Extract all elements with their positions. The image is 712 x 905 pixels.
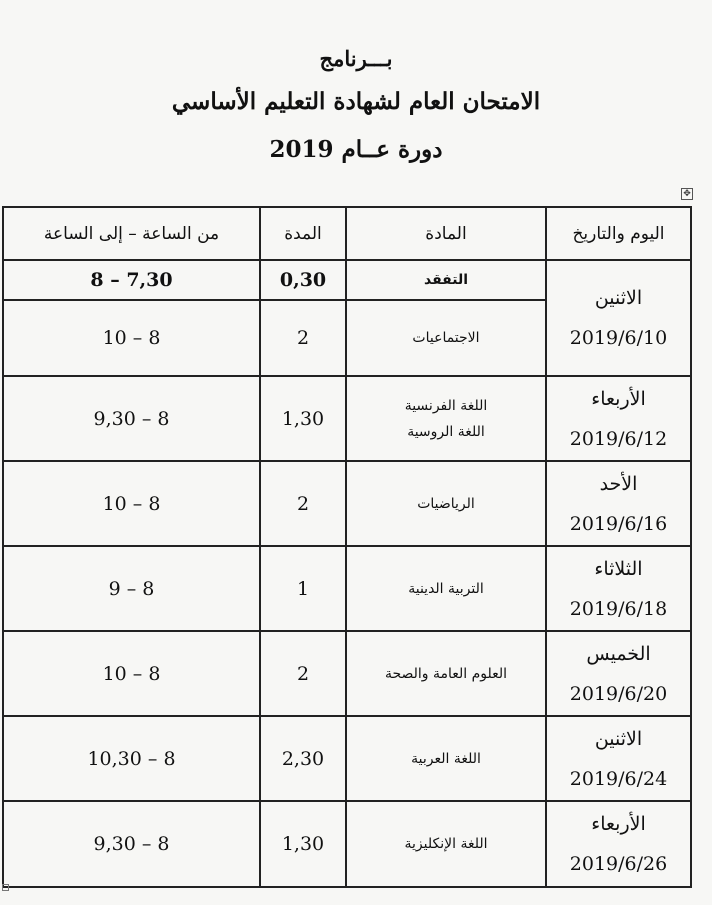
header-day-date: اليوم والتاريخ (546, 207, 691, 260)
subject-cell: الاجتماعيات (346, 300, 546, 376)
day-date-cell (546, 260, 691, 376)
day-name: الثلاثاء (594, 557, 643, 580)
duration-cell: 1,30 (260, 376, 346, 461)
table-row (3, 260, 691, 300)
duration-cell: 0,30 (260, 260, 346, 300)
table-header-row (3, 207, 691, 260)
exam-date: 2019/6/12 (569, 427, 668, 450)
day-name: الاثنين (594, 727, 643, 750)
exam-date: 2019/6/18 (569, 597, 668, 620)
duration-cell: 1,30 (260, 801, 346, 887)
duration-cell: 2 (260, 300, 346, 376)
subject-cell: التربية الدينية (346, 546, 546, 631)
time-cell: 10,30 – 8 (3, 716, 260, 801)
day-date-cell (546, 376, 691, 461)
time-cell: 9 – 8 (3, 546, 260, 631)
duration-cell: 2 (260, 631, 346, 716)
exam-date: 2019/6/24 (569, 767, 668, 790)
duration-cell: 2 (260, 461, 346, 546)
duration-cell: 2,30 (260, 716, 346, 801)
exam-date: 2019/6/10 (569, 327, 668, 349)
day-date-cell (546, 546, 691, 631)
day-date-cell (546, 631, 691, 716)
time-cell: 10 – 8 (3, 300, 260, 376)
table-row (3, 716, 691, 801)
table-resize-handle[interactable] (2, 884, 9, 891)
duration-cell: 1 (260, 546, 346, 631)
time-cell: 8 – 7,30 (3, 260, 260, 300)
exam-date: 2019/6/20 (569, 682, 668, 705)
day-date-cell (546, 716, 691, 801)
program-title: بـــرنامج (319, 46, 393, 71)
header-time: من الساعة – إلى الساعة (3, 207, 260, 260)
table-row (3, 631, 691, 716)
table-row (3, 801, 691, 887)
exam-title: الامتحان العام لشهادة التعليم الأساسي (171, 88, 541, 115)
header-subject: المادة (346, 207, 546, 260)
day-name: الخميس (586, 642, 651, 665)
day-name: الاثنين (594, 287, 643, 309)
day-name: الأربعاء (591, 387, 646, 410)
subject-cell (346, 376, 546, 461)
day-name: الأحد (599, 472, 638, 495)
time-cell: 9,30 – 8 (3, 801, 260, 887)
exam-date: 2019/6/16 (569, 512, 668, 535)
session-title: دورة عــام 2019 (269, 136, 443, 163)
subject-cell: الرياضيات (346, 461, 546, 546)
subject-cell: اللغة الإنكليزية (346, 801, 546, 887)
day-name: الأربعاء (591, 813, 646, 835)
table-row (3, 546, 691, 631)
exam-date: 2019/6/26 (569, 853, 668, 875)
day-date-cell (546, 801, 691, 887)
table-row (3, 461, 691, 546)
time-cell: 10 – 8 (3, 461, 260, 546)
time-cell: 10 – 8 (3, 631, 260, 716)
subject-cell: العلوم العامة والصحة (346, 631, 546, 716)
header-duration: المدة (260, 207, 346, 260)
table-row (3, 376, 691, 461)
table-move-handle-icon[interactable]: ✥ (681, 188, 693, 200)
subject-cell: التفقد (346, 260, 546, 300)
time-cell: 9,30 – 8 (3, 376, 260, 461)
subject-cell: اللغة العربية (346, 716, 546, 801)
day-date-cell (546, 461, 691, 546)
subject-line: اللغة الروسية (407, 423, 485, 440)
exam-schedule-table (2, 206, 692, 888)
subject-line: اللغة الفرنسية (404, 397, 488, 414)
